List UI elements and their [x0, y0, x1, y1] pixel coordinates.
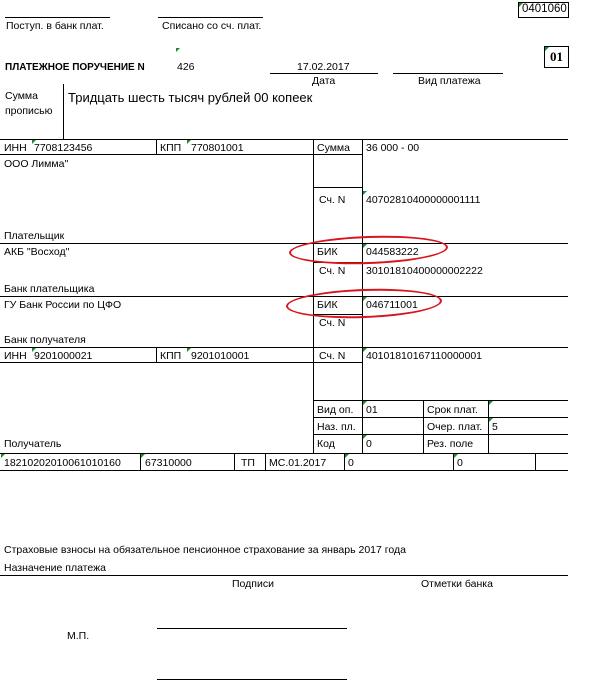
row-line [313, 400, 568, 401]
purpose-line [0, 575, 568, 576]
signatures-label: Подписи [232, 578, 274, 590]
payer-bank-bik: 044583222 [366, 246, 419, 258]
kod-label: Код [317, 438, 335, 450]
tax-doc-date: 0 [457, 457, 463, 469]
tax-doc-number: 0 [348, 457, 354, 469]
row-line [0, 470, 568, 471]
payment-sum: 36 000 - 00 [366, 142, 420, 154]
annotation-oval [286, 286, 443, 320]
payer-bank-name: АКБ "Восход" [4, 246, 70, 258]
col-line [234, 453, 235, 470]
date-line [270, 73, 378, 74]
bank-marks-label: Отметки банка [421, 578, 493, 590]
signature-line [157, 679, 347, 680]
col-line [488, 400, 489, 453]
row-line [0, 347, 568, 348]
vid-op-label: Вид оп. [317, 404, 354, 416]
received-line [5, 17, 110, 18]
row-line [0, 139, 568, 140]
sum-label: Сумма [317, 142, 350, 154]
col-line [535, 453, 536, 470]
order-date: 17.02.2017 [297, 61, 350, 73]
col-line [156, 139, 157, 154]
payee-account: 40101810167110000001 [366, 350, 483, 362]
row-line [313, 417, 568, 418]
kod: 0 [366, 438, 372, 450]
amount-words-label: Сумма [5, 90, 38, 102]
naz-label: Наз. пл. [317, 421, 356, 433]
payer-inn-label: ИНН [4, 142, 27, 154]
amount-words-label: прописью [5, 105, 53, 117]
payer-bank-label: Банк плательщика [4, 283, 95, 295]
row-line [313, 434, 568, 435]
payee-inn-label: ИНН [4, 350, 27, 362]
payer-account-label: Сч. N [319, 194, 346, 206]
kbk: 18210202010061010160 [4, 457, 121, 469]
payer-inn: 7708123456 [34, 142, 93, 154]
payee-kpp: 9201010001 [191, 350, 250, 362]
payment-type-label: Вид платежа [418, 75, 481, 87]
debited-label: Списано со сч. плат. [162, 20, 262, 32]
payee-label: Получатель [4, 438, 62, 450]
row-line [0, 362, 362, 363]
document-title: ПЛАТЕЖНОЕ ПОРУЧЕНИЕ N [5, 62, 145, 73]
payer-bank-bik-label: БИК [317, 246, 338, 258]
payment-purpose-label: Назначение платежа [4, 562, 106, 574]
tax-basis: ТП [241, 457, 255, 469]
payee-bank-name: ГУ Банк России по ЦФО [4, 299, 122, 311]
form-number: 01 [550, 49, 563, 64]
cell-marker [489, 401, 493, 405]
col-line [156, 347, 157, 362]
rez-label: Рез. поле [427, 438, 474, 450]
payer-kpp: 770801001 [191, 142, 244, 154]
payee-bank-label: Банк получателя [4, 334, 86, 346]
cell-marker [176, 48, 180, 52]
cell-marker [519, 3, 523, 7]
received-label: Поступ. в банк плат. [6, 20, 104, 32]
ocher: 5 [492, 421, 498, 433]
payee-inn: 9201000021 [34, 350, 93, 362]
row-line [313, 187, 362, 188]
payer-label: Плательщик [4, 230, 65, 242]
debited-line [158, 17, 263, 18]
amount-in-words: Тридцать шесть тысяч рублей 00 копеек [68, 90, 313, 105]
ocher-label: Очер. плат. [427, 421, 483, 433]
col-line [265, 453, 266, 470]
payment-type-line [393, 73, 503, 74]
payee-account-label: Сч. N [319, 350, 346, 362]
order-number: 426 [177, 61, 195, 73]
srok-label: Срок плат. [427, 404, 478, 416]
payee-bank-bik: 046711001 [366, 299, 418, 311]
payee-kpp-label: КПП [160, 350, 182, 362]
col-line [423, 400, 424, 453]
payer-bank-account-label: Сч. N [319, 265, 346, 277]
row-line [0, 154, 362, 155]
row-line [0, 243, 568, 244]
payee-bank-bik-label: БИК [317, 299, 338, 311]
vid-op: 01 [366, 404, 378, 416]
stamp-label: М.П. [67, 630, 90, 642]
cell-marker [545, 47, 549, 51]
okud-code: 0401060 [522, 3, 567, 15]
signature-line [157, 628, 347, 629]
payee-bank-account-label: Сч. N [319, 317, 346, 329]
row-line [0, 296, 568, 297]
payer-name: ООО Лимма" [4, 158, 69, 170]
payer-account: 40702810400000001111 [366, 194, 481, 206]
oktmo: 67310000 [145, 457, 192, 469]
payer-bank-account: 30101810400000002222 [366, 265, 483, 277]
tax-period: МС.01.2017 [269, 457, 327, 469]
row-line [0, 453, 568, 454]
payment-purpose: Страховые взносы на обязательное пенсионное страхование за январь 2017 года [4, 544, 406, 556]
payer-kpp-label: КПП [160, 142, 182, 154]
date-label: Дата [312, 75, 336, 87]
amount-words-divider [63, 84, 64, 139]
